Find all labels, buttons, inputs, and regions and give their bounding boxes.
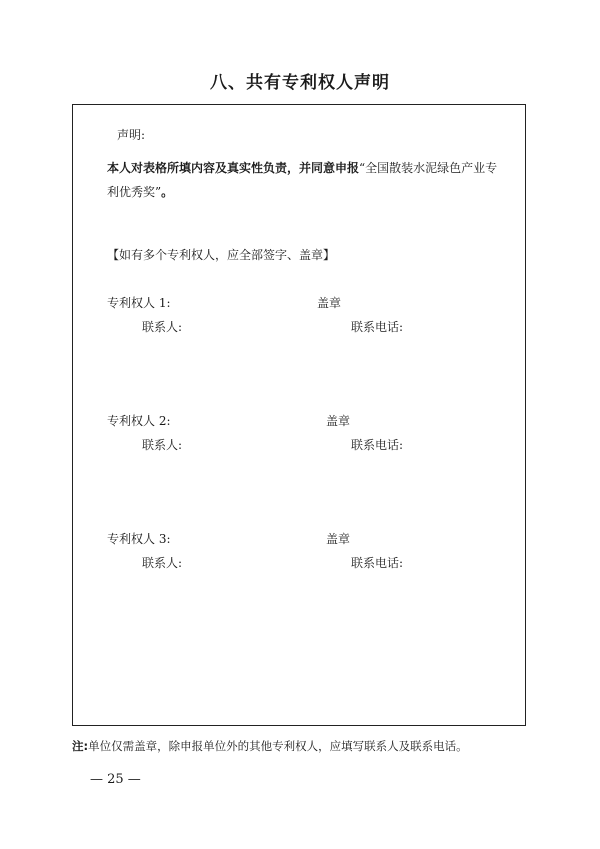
patentee-3-contact: 联系人:: [142, 556, 183, 570]
declaration-end: 。: [161, 185, 174, 199]
patentee-3-label: 专利权人 3:: [107, 532, 171, 546]
patentee-2-phone: 联系电话:: [351, 438, 404, 452]
patentee-3-seal: 盖章: [326, 532, 351, 546]
footnote: [72, 738, 468, 754]
footnote-text: 单位仅需盖章，除申报单位外的其他专利权人，应填写联系人及联系电话。: [88, 739, 468, 753]
declaration-heading: 声明:: [117, 128, 146, 142]
patentee-2-contact: 联系人:: [142, 438, 183, 452]
patentee-1-phone: 联系电话:: [351, 320, 404, 334]
patentee-1-seal: 盖章: [317, 296, 342, 310]
patentee-3-phone: 联系电话:: [351, 556, 404, 570]
page-title: 八、共有专利权人声明: [210, 73, 390, 93]
patentee-1-label: 专利权人 1:: [107, 296, 171, 310]
declaration-bold-text: 本人对表格所填内容及真实性负责，并同意申报: [107, 161, 360, 175]
multi-patentee-instruction: 【如有多个专利权人，应全部签字、盖章】: [107, 248, 336, 262]
patentee-2-label: 专利权人 2:: [107, 414, 171, 428]
footnote-prefix: 注:: [72, 739, 89, 753]
declaration-text: [107, 156, 507, 204]
patentee-1-contact: 联系人:: [142, 320, 183, 334]
page-number: — 25 —: [90, 772, 141, 787]
patentee-2-seal: 盖章: [326, 414, 351, 428]
award-name: “全国散装水泥绿色产业专利优秀奖”: [107, 161, 498, 199]
